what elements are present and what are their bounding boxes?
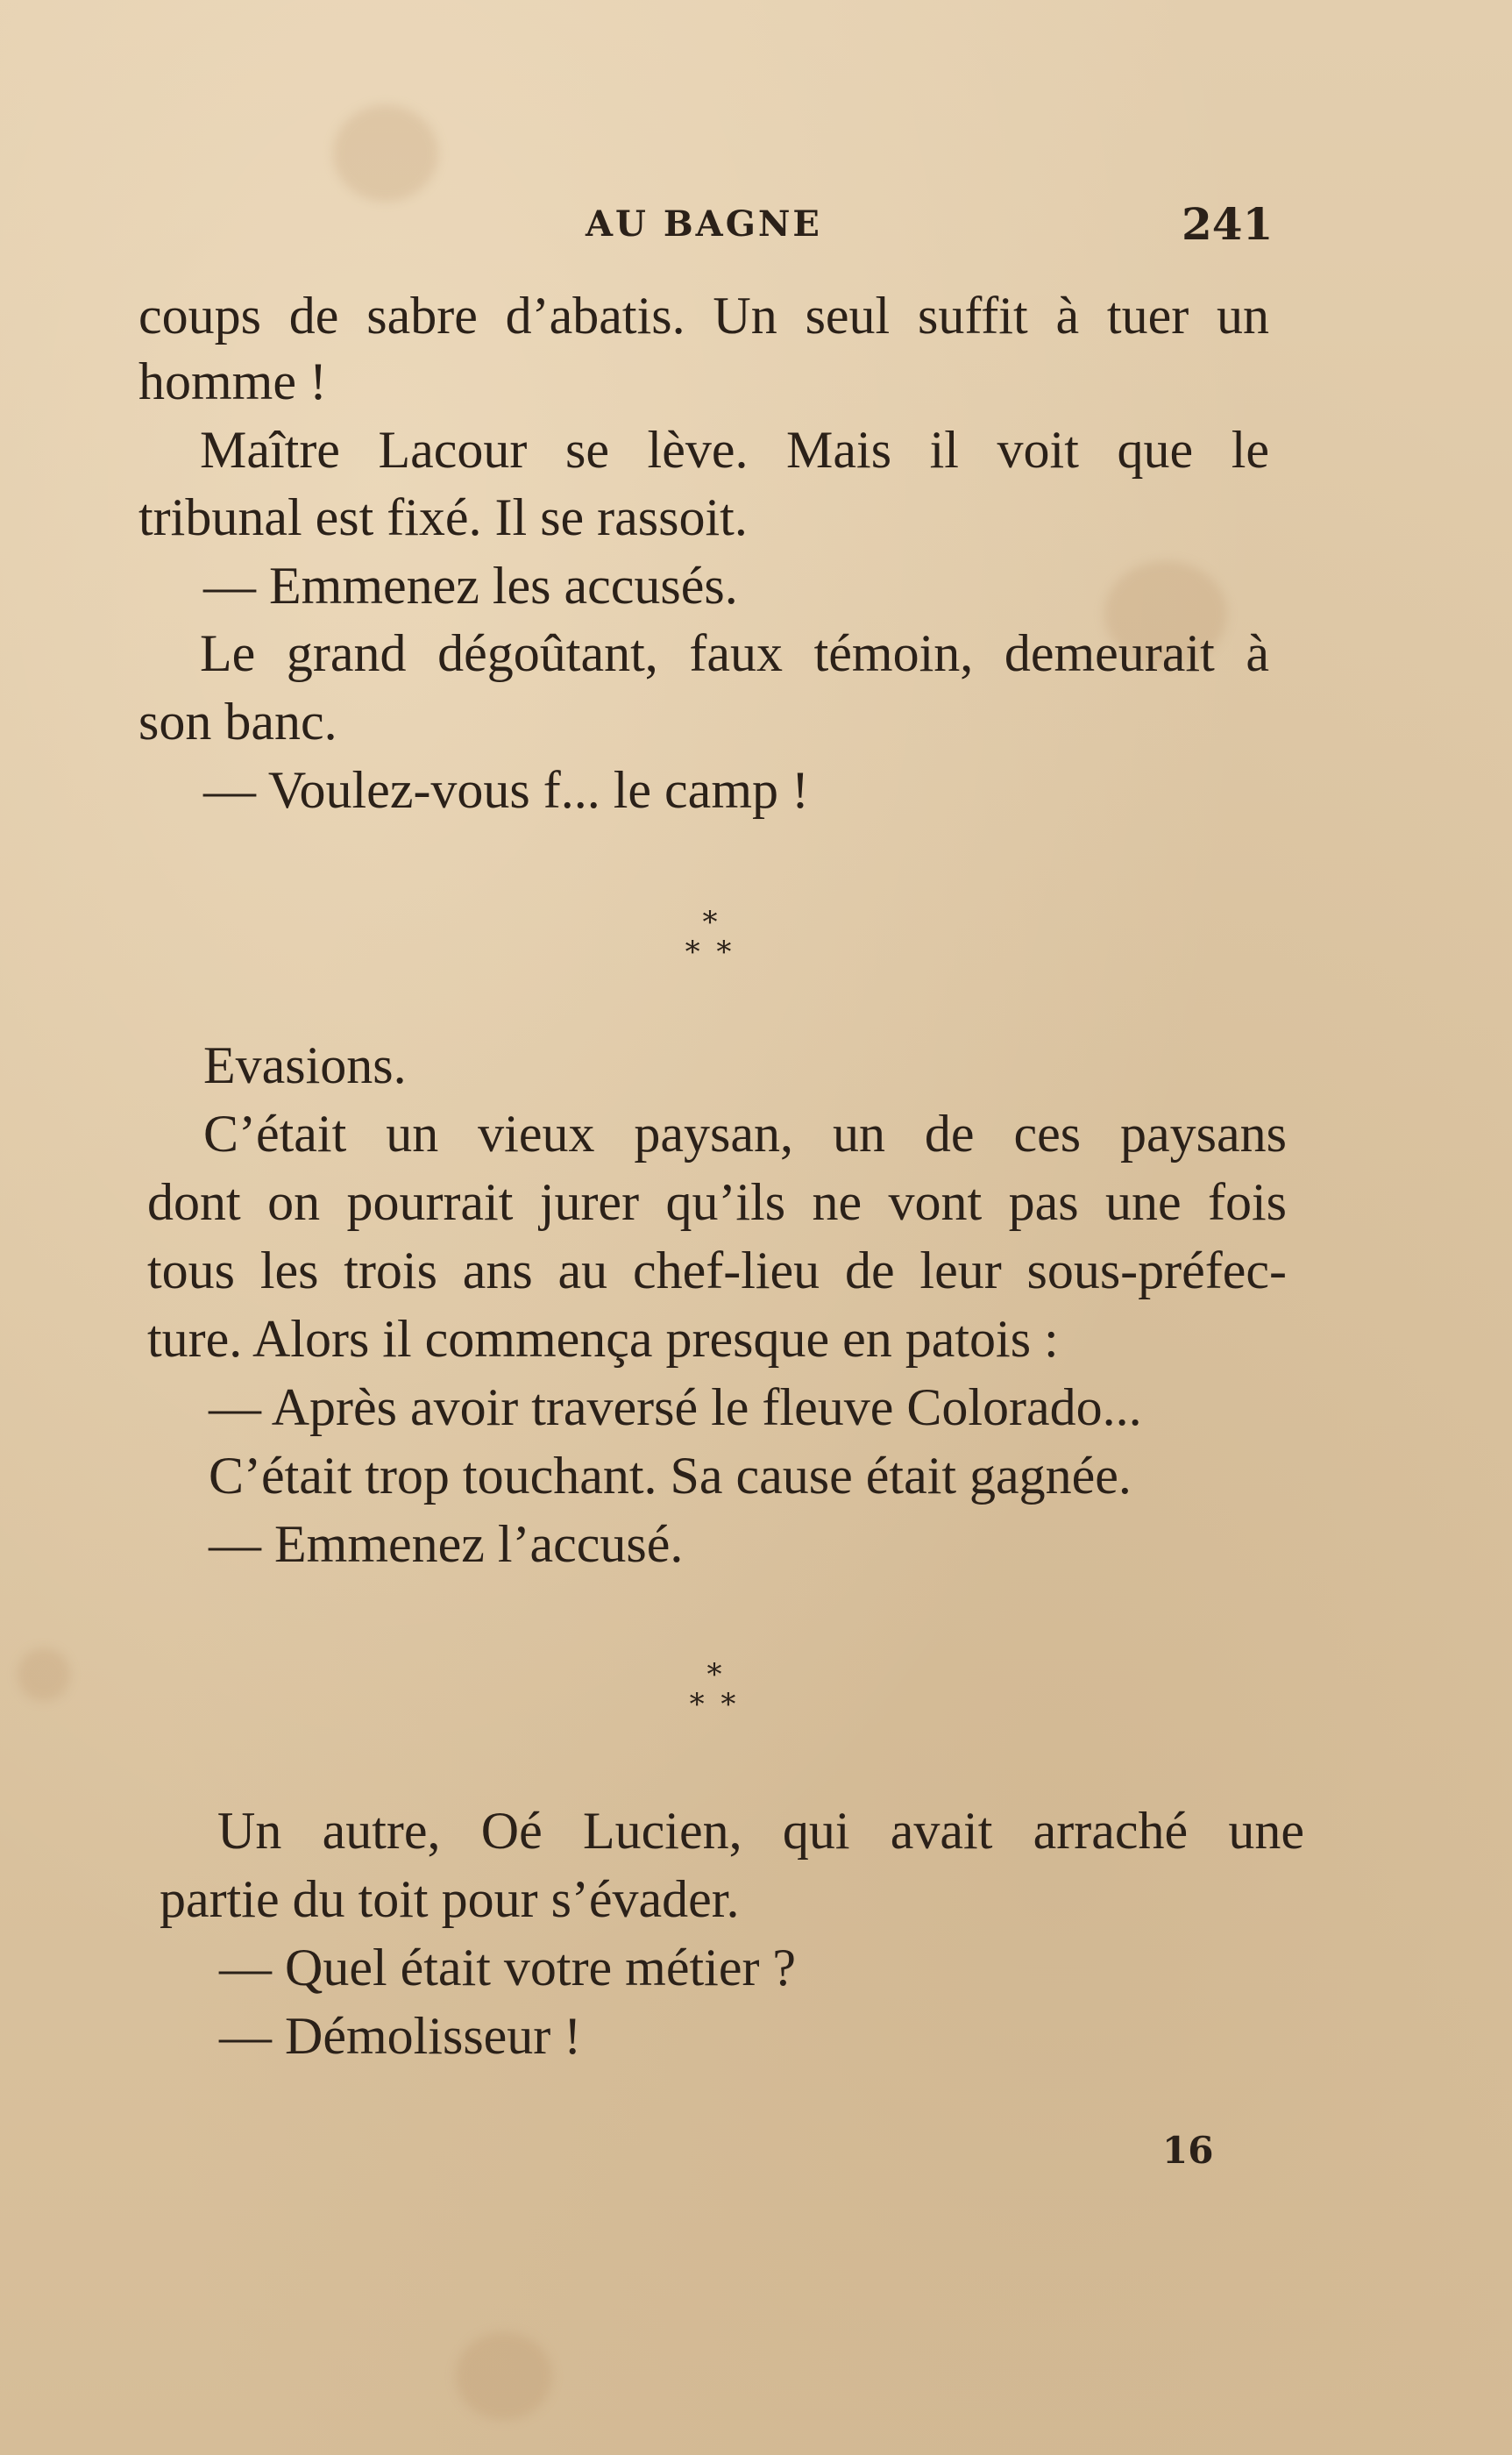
text-line: Le grand dégoûtant, faux témoin, demeurait à (200, 624, 1269, 682)
separator-asterisk: * (706, 1657, 722, 1692)
page-header (0, 198, 1512, 256)
text-line: C’était un vieux paysan, un de ces paysans (203, 1105, 1287, 1163)
text-line: ture. Alors il commença presque en patois : (147, 1310, 1059, 1368)
paper-stain (333, 105, 438, 202)
paper-stain (18, 1648, 70, 1701)
section-heading: Evasions. (203, 1036, 407, 1094)
text-line: tous les trois ans au chef-lieu de leur sous-préfec- (147, 1242, 1287, 1299)
text-line: — Quel était votre métier ? (219, 1939, 797, 1996)
text-line: — Emmenez les accusés. (203, 557, 738, 615)
text-line: — Voulez-vous f... le camp ! (203, 761, 809, 819)
text-line: tribunal est fixé. Il se rassoit. (138, 488, 748, 546)
text-line: dont on pourrait jurer qu’ils ne vont pas une fois (147, 1173, 1287, 1231)
text-line: — Après avoir traversé le fleuve Colorado... (209, 1378, 1142, 1436)
page-number: 241 (1182, 198, 1274, 250)
text-line: — Emmenez l’accusé. (209, 1515, 684, 1573)
separator-asterisks: * * (685, 935, 735, 970)
text-line: coups de sabre d’abatis. Un seul suffit à tuer un (138, 287, 1269, 345)
text-line: partie du toit pour s’évader. (160, 1870, 740, 1928)
running-title: AU BAGNE (586, 203, 822, 245)
separator-asterisks: * * (689, 1687, 740, 1722)
paper-stain (456, 2332, 552, 2420)
signature-mark: 16 (1162, 2129, 1214, 2172)
text-line: C’était trop touchant. Sa cause était gagnée. (209, 1447, 1132, 1505)
text-line: — Démolisseur ! (219, 2007, 582, 2065)
text-line: son banc. (138, 693, 337, 751)
separator-asterisk: * (702, 905, 718, 940)
section-separator (675, 1657, 754, 1722)
section-separator (671, 905, 749, 970)
text-line: Maître Lacour se lève. Mais il voit que le (200, 421, 1269, 479)
text-line: homme ! (138, 352, 327, 410)
text-line: Un autre, Oé Lucien, qui avait arraché une (217, 1802, 1304, 1860)
